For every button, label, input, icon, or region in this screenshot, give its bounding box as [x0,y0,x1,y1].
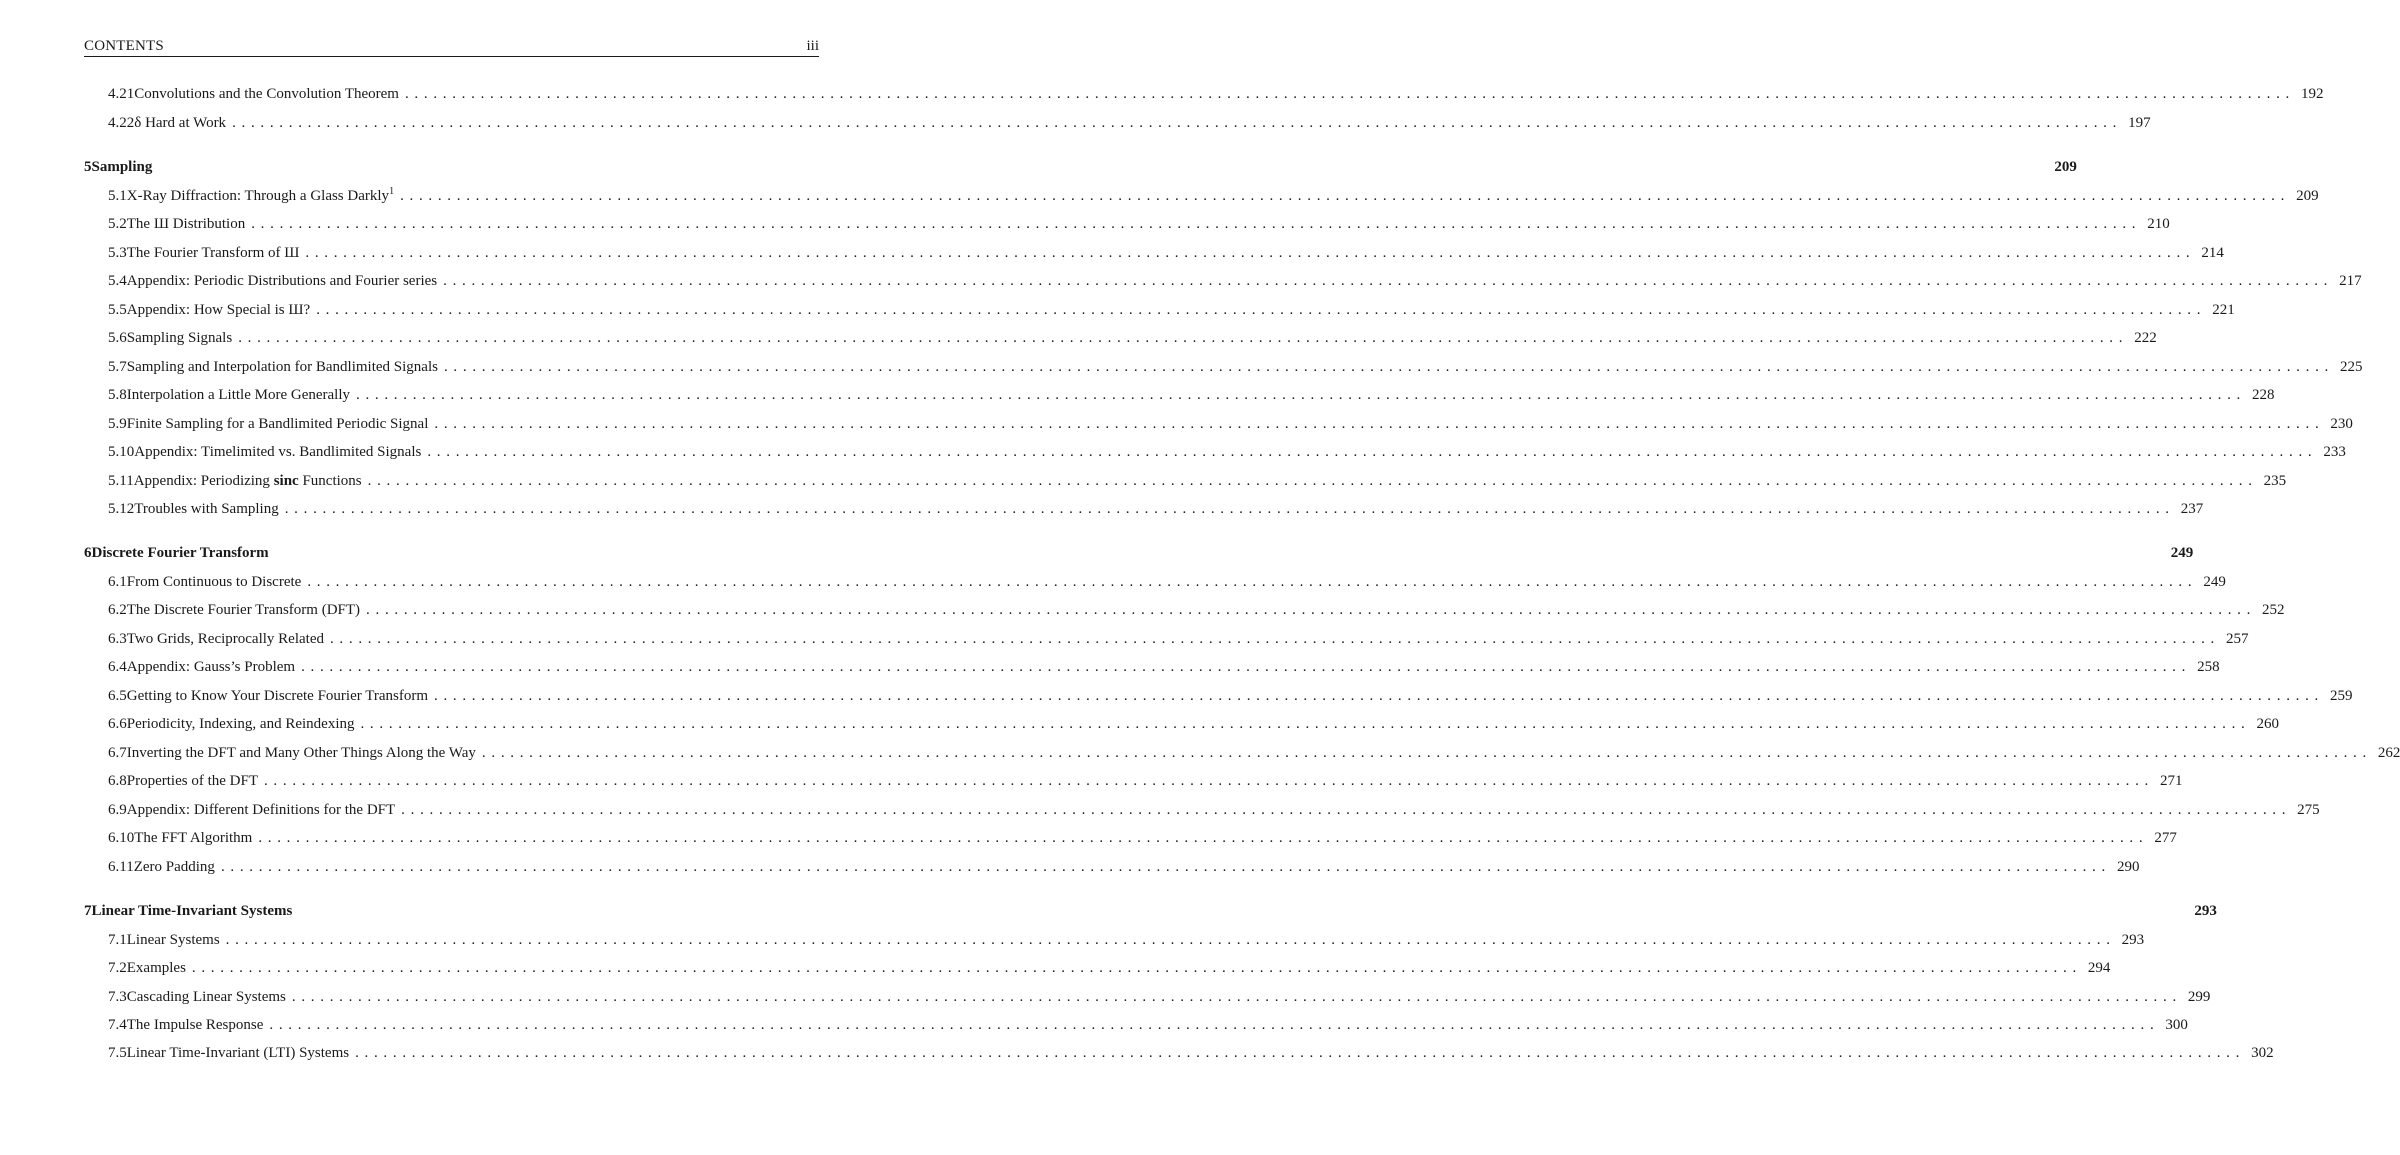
toc-entry-title [134,857,215,877]
toc-entry-title [127,1043,349,1063]
toc-entry-page-number: 192 [2300,86,2324,102]
toc-entry-title-text: The Impulse Response [126,1017,264,1033]
dot-leader: ........................................................................................................................................................................................................ [191,960,2082,976]
toc-entry-title [127,243,300,263]
toc-entry-title-text: Getting to Know Your Discrete Fourier Transform [126,688,428,704]
toc-entry-number: 6 [84,545,92,561]
toc-entry-number: 5.4 [108,273,127,289]
toc-section-entry[interactable] [84,499,2204,519]
toc-entry-title [127,328,232,348]
toc-entry-title-text: Appendix: Gauss’s Problem [126,659,296,675]
toc-entry-number: 5.10 [108,444,135,460]
toc-entry-page-number: 293 [2121,932,2145,948]
toc-entry-title-text: Examples [126,960,186,976]
dot-leader: ........................................................................................................................................................................................................ [251,216,2142,232]
toc-section-entry[interactable] [84,958,2111,978]
toc-section-entry[interactable] [84,800,2320,820]
toc-entry-number: 6.11 [108,859,134,875]
toc-entry-title [127,629,324,649]
toc-entry-title [92,901,293,921]
toc-entry-page-number: 252 [2262,602,2285,618]
dot-leader: ........................................................................................................................................................................................................ [355,1045,2246,1061]
toc-section-entry[interactable] [84,300,2235,320]
running-head-title: CONTENTS [84,38,164,54]
dot-leader: ........................................................................................................................................................................................................ [367,473,2258,489]
dot-leader: ........................................................................................................................................................................................................ [269,1017,2160,1033]
toc-entry-number: 6.3 [108,631,127,647]
toc-entry-title-text: The Discrete Fourier Transform (DFT) [126,602,361,618]
dot-leader: ........................................................................................................................................................................................................ [220,859,2111,875]
toc-entry-number: 6.6 [108,716,127,732]
toc-entry-page-number: 275 [2297,802,2320,818]
toc-entry-title-text: Appendix: Timelimited vs. Bandlimited Signals [134,444,422,460]
toc-entry-page-number: 221 [2212,302,2235,318]
toc-entry-title [127,771,258,791]
dot-leader: ........................................................................................................................................................................................................ [401,802,2292,818]
dot-leader: ........................................................................................................................................................................................................ [360,716,2251,732]
running-head [84,37,819,57]
toc-entry-page-number: 290 [2116,859,2140,875]
toc-entry-title [127,600,360,620]
toc-section-entry[interactable] [84,385,2275,405]
dot-leader: ........................................................................................................................................................................................................ [305,245,2196,261]
toc-entry-number: 6.9 [108,802,127,818]
dot-leader: ........................................................................................................................................................................................................ [443,273,2334,289]
toc-entry-number: 5 [84,159,92,175]
toc-section-entry[interactable] [84,271,2362,291]
toc-section-entry[interactable] [84,930,2145,950]
toc-entry-title-text: Appendix: Different Definitions for the DFT [126,802,396,818]
toc-section-entry[interactable] [84,657,2220,677]
toc-entry-title [127,930,220,950]
toc-chapter-entry[interactable] [84,543,2194,563]
dot-leader: ........................................................................................................................................................................................................ [301,659,2192,675]
toc-entry-title [127,686,428,706]
dot-leader: ........................................................................................................................................................................................................ [404,86,2295,102]
dot-leader: ........................................................................................................................................................................................................ [427,444,2318,460]
toc-entry-title [127,271,437,291]
dot-leader: ........................................................................................................................................................................................................ [400,188,2291,204]
footnote-marker[interactable]: 1 [389,186,395,197]
toc-entry-title-text: From Continuous to Discrete [126,574,302,590]
toc-entry-title-text: The FFT Algorithm [134,830,253,846]
toc-section-entry[interactable] [84,1015,2188,1035]
toc-entry-page-number: 294 [2087,960,2111,976]
toc-entry-title [127,414,429,434]
toc-section-entry[interactable] [84,243,2224,263]
toc-entry-number: 7 [84,903,92,919]
toc-entry-title-text: Sampling Signals [126,330,233,346]
toc-section-entry[interactable] [84,328,2157,348]
toc-section-entry[interactable] [84,414,2353,434]
dot-leader: ........................................................................................................................................................................................................ [263,773,2154,789]
toc-section-entry[interactable] [84,186,2319,206]
toc-entry-title-text: Periodicity, Indexing, and Reindexing [126,716,355,732]
toc-entry-page-number: 237 [2180,501,2204,517]
toc-entry-title-text: Troubles with Sampling [134,501,279,517]
dot-leader: ........................................................................................................................................................................................................ [291,989,2182,1005]
dot-leader: ........................................................................................................................................................................................................ [258,830,2149,846]
toc-section-entry[interactable] [84,113,2151,133]
toc-entry-title-text: Sampling [91,159,153,175]
dot-leader: ........................................................................................................................................................................................................ [232,115,2123,131]
toc-entry-number: 7.1 [108,932,127,948]
toc-entry-number: 6.8 [108,773,127,789]
toc-entry-page-number: 258 [2197,659,2220,675]
toc-entry-page-number: 277 [2154,830,2177,846]
toc-entry-page-number: 299 [2187,989,2211,1005]
toc-entry-title [92,543,269,563]
toc-section-entry[interactable] [84,214,2170,234]
dot-leader: ........................................................................................................................................................................................................ [238,330,2129,346]
toc-entry-number: 5.1 [108,188,127,204]
toc-chapter-entry[interactable] [84,157,2077,177]
toc-entry-title-text: Cascading Linear Systems [126,989,286,1005]
toc-entry-title-text: Two Grids, Reciprocally Related [126,631,324,647]
toc-entry-number: 5.3 [108,245,127,261]
toc-section-entry[interactable] [84,572,2226,592]
toc-section-entry[interactable] [84,1043,2274,1063]
toc-section-entry[interactable] [84,600,2285,620]
toc-entry-title-text: Interpolation a Little More Generally [126,387,350,403]
toc-entry-title [127,800,395,820]
toc-entry-title-text: Convolutions and the Convolution Theorem [134,86,399,102]
toc-entry-page-number: 302 [2251,1045,2274,1061]
toc-entry-number: 5.9 [108,416,127,432]
toc-entry-title [127,385,350,405]
toc-entry-title-text: Finite Sampling for a Bandlimited Periodic Signal [126,416,429,432]
toc-entry-number: 7.2 [108,960,127,976]
toc-entry-page-number: 249 [2203,574,2226,590]
toc-entry-title-text: The Fourier Transform of Ш [126,245,300,261]
running-head-page-number: iii [806,38,819,54]
toc-entry-page-number: 209 [2054,159,2077,175]
toc-entry-page-number: 233 [2323,444,2346,460]
toc-entry-title [127,987,286,1007]
toc-entry-number: 6.7 [108,745,127,761]
toc-entry-number: 6.4 [108,659,127,675]
header-rule [84,56,819,57]
toc-entry-number: 5.2 [108,216,127,232]
toc-entry-title [127,572,302,592]
toc-entry-number: 5.11 [108,473,134,489]
toc-entry-page-number: 257 [2225,631,2249,647]
toc-entry-page-number: 222 [2134,330,2157,346]
toc-entry-number: 4.22 [108,115,135,131]
toc-entry-title-part: Appendix: Periodizing [133,473,274,489]
toc-entry-title-text: The Ш Distribution [126,216,246,232]
dot-leader: ........................................................................................................................................................................................................ [443,359,2334,375]
toc-entry-number: 6.5 [108,688,127,704]
toc-entry-title [127,214,245,234]
toc-entry-number: 7.3 [108,989,127,1005]
dot-leader: ........................................................................................................................................................................................................ [225,932,2116,948]
toc-entry-page-number: 210 [2147,216,2170,232]
toc-entry-page-number: 300 [2165,1017,2188,1033]
toc-section-entry[interactable] [84,857,2140,877]
toc-entry-title-text: Linear Systems [126,932,220,948]
toc-entry-title-text: Linear Time-Invariant Systems [91,903,293,919]
toc-entry-title-text: X-Ray Diffraction: Through a Glass Darkly [126,188,390,204]
dot-leader: ........................................................................................................................................................................................................ [316,302,2207,318]
toc-section-entry[interactable] [84,357,2363,377]
toc-section-entry[interactable] [84,714,2279,734]
toc-entry-title-text: Zero Padding [133,859,215,875]
toc-section-entry[interactable] [84,471,2287,491]
toc-entry-page-number: 235 [2263,473,2287,489]
toc-entry-title [127,958,186,978]
dot-leader: ........................................................................................................................................................................................................ [307,574,2198,590]
toc-section-entry[interactable] [84,828,2177,848]
toc-entry-title [127,657,295,677]
toc-entry-page-number: 271 [2159,773,2183,789]
toc-entry-number: 5.12 [108,501,135,517]
toc-section-entry[interactable] [84,442,2346,462]
toc-entry-title [127,300,310,320]
toc-entry-page-number: 214 [2201,245,2224,261]
toc-entry-title [127,357,438,377]
toc-section-entry[interactable] [84,987,2211,1007]
toc-entry-title-text: Linear Time-Invariant (LTI) Systems [126,1045,350,1061]
toc-entry-title-text: Appendix: How Special is Ш? [126,302,311,318]
toc-entry-title [127,714,355,734]
toc-entry-title [134,471,362,491]
toc-entry-page-number: 225 [2339,359,2363,375]
toc-chapter-entry[interactable] [84,901,2217,921]
toc-entry-title-bold-part: sinc [273,473,299,489]
toc-entry-page-number: 197 [2128,115,2151,131]
toc-entry-title-text: Sampling and Interpolation for Bandlimited Signals [126,359,438,375]
toc-entry-number: 4.21 [108,86,135,102]
toc-section-entry[interactable] [84,686,2353,706]
toc-section-entry[interactable] [84,84,2324,104]
toc-entry-title [134,113,226,133]
toc-entry-title [134,442,421,462]
toc-section-entry[interactable] [84,743,2400,763]
toc-entry-page-number: 260 [2256,716,2279,732]
toc-entry-page-number: 259 [2330,688,2353,704]
toc-entry-number: 6.2 [108,602,127,618]
toc-entry-page-number: 230 [2330,416,2353,432]
toc-entry-title [127,743,476,763]
dot-leader: ........................................................................................................................................................................................................ [434,416,2325,432]
toc-entry-page-number: 209 [2296,188,2319,204]
toc-entry-title-text: Properties of the DFT [126,773,258,789]
toc-entry-title-text: Appendix: Periodic Distributions and Fourier series [126,273,438,289]
toc-entry-number: 5.5 [108,302,127,318]
toc-entry-title-text: Inverting the DFT and Many Other Things Along the Way [126,745,476,761]
dot-leader: ........................................................................................................................................................................................................ [366,602,2257,618]
toc-entry-title [127,1015,264,1035]
toc-entry-number: 7.5 [108,1045,127,1061]
toc-entry-page-number: 217 [2339,273,2362,289]
toc-entry-title [134,84,399,104]
dot-leader: ........................................................................................................................................................................................................ [329,631,2220,647]
toc-section-entry[interactable] [84,771,2183,791]
toc-entry-page-number: 249 [2170,545,2194,561]
toc-entry-number: 5.7 [108,359,127,375]
toc-entry-title [127,186,394,206]
toc-entry-number: 6.10 [108,830,135,846]
toc-entry-page-number: 293 [2194,903,2217,919]
toc-entry-page-number: 262 [2377,745,2400,761]
dot-leader: ........................................................................................................................................................................................................ [356,387,2246,403]
toc-entry-title-text: δ Hard at Work [134,115,227,131]
toc-entry-title [92,157,153,177]
toc-entry-title-part: Functions [298,473,362,489]
dot-leader: ........................................................................................................................................................................................................ [434,688,2324,704]
toc-entry-number: 5.6 [108,330,127,346]
toc-entry-number: 6.1 [108,574,127,590]
toc-entry-number: 7.4 [108,1017,127,1033]
dot-leader: ........................................................................................................................................................................................................ [284,501,2175,517]
toc-entry-title [134,499,278,519]
dot-leader: ........................................................................................................................................................................................................ [481,745,2372,761]
toc-entry-page-number: 228 [2252,387,2275,403]
toc-section-entry[interactable] [84,629,2249,649]
toc-entry-title [134,828,252,848]
toc-entry-title-text: Discrete Fourier Transform [91,545,269,561]
toc-entry-number: 5.8 [108,387,127,403]
